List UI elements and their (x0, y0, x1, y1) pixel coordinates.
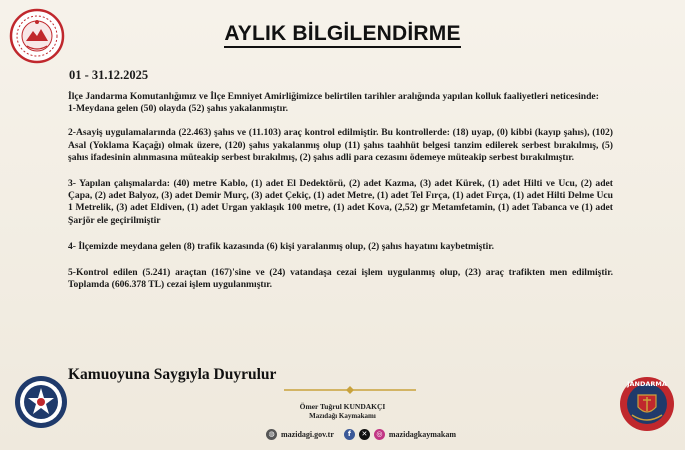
signature-name: Ömer Tuğrul KUNDAKÇI (299, 402, 386, 411)
intro-paragraph: İlçe Jandarma Komutanlığımız ve İlçe Emniyet Amirliğimizce belirtilen tarihler aralığında yapılan kolluk faaliyetleri neticesinde: (68, 91, 599, 102)
footer-contacts (266, 427, 456, 441)
item-5: 5-Kontrol edilen (5.241) araçtan (167)'sine ve (24) vatandaşa cezai işlem uygulanmış olup, (23) araç trafikten men edilmiştir. Toplamda (606.378 TL) cezai işlem uygulanmıştır. (68, 267, 613, 291)
jandarma-label: JANDARMA (627, 380, 667, 388)
item-2: 2-Asayiş uygulamalarında (22.463) şahıs ve (11.103) araç kontrol edilmiştir. Bu kontrollerde: (18) uyap, (0) kibbi (kayıp şahıs), (102) Asal (Yoklama Kaçağı) olmak üzere, (120) şahıs yakalanmış olup (11) şahıs taahhüt belgesi tanzim edilerek serbest bırakılmış, (5) şahıs ifadesinin alınmasına müteakip serbest bırakılmış, (2) şahıs adli para cezasını ödemeye müteakip serbest bırakılmıştır. (68, 127, 613, 163)
signature-title: Mazıdağı Kaymakamı (309, 412, 376, 420)
facebook-icon[interactable]: f (344, 429, 355, 440)
report-body (68, 91, 613, 291)
item-3: 3- Yapılan çalışmalarda: (40) metre Kablo, (1) adet El Dedektörü, (2) adet Kazma, (3) adet Kürek, (1) adet Hilti ve Ucu, (2) adet Çapa, (2) adet Balyoz, (3) adet Demir Murç, (3) adet Çekiç, (1) adet Metre, (1) adet Tel Fırça, (1) adet Fırça, (1) adet Hilti Delme Ucu 1 Metrelik, (3) adet Eldiven, (1) adet Urgan yaklaşık 100 metre, (1) adet Kova, (2,52) gr Metamfetamin, (1) adet Tabanca ve (1) adet Şarjör ele geçirilmiştir (68, 178, 613, 226)
item-1: 1-Meydana gelen (50) olayda (52) şahıs yakalanmıştır. (68, 103, 289, 115)
date-range: 01 - 31.12.2025 (69, 68, 149, 82)
social-handle[interactable]: mazidagkaymakam (388, 429, 457, 439)
item-4: 4- İlçemizde meydana gelen (8) trafik kazasında (6) kişi yaralanmış olup, (2) şahıs hayatını kaybetmiştir. (68, 240, 495, 252)
jandarma-emblem-icon (618, 373, 676, 433)
instagram-icon[interactable]: ◎ (374, 429, 385, 440)
ornament-divider-icon (284, 386, 416, 394)
page-title: AYLIK BİLGİLENDİRME (0, 22, 685, 46)
globe-icon: ◍ (266, 429, 277, 440)
closing-statement: Kamuoyuna Saygıyla Duyrulur (68, 366, 277, 383)
website-link[interactable]: mazidagi.gov.tr (281, 429, 334, 439)
emniyet-emblem-icon (13, 374, 69, 430)
x-icon[interactable]: ✕ (359, 429, 370, 440)
